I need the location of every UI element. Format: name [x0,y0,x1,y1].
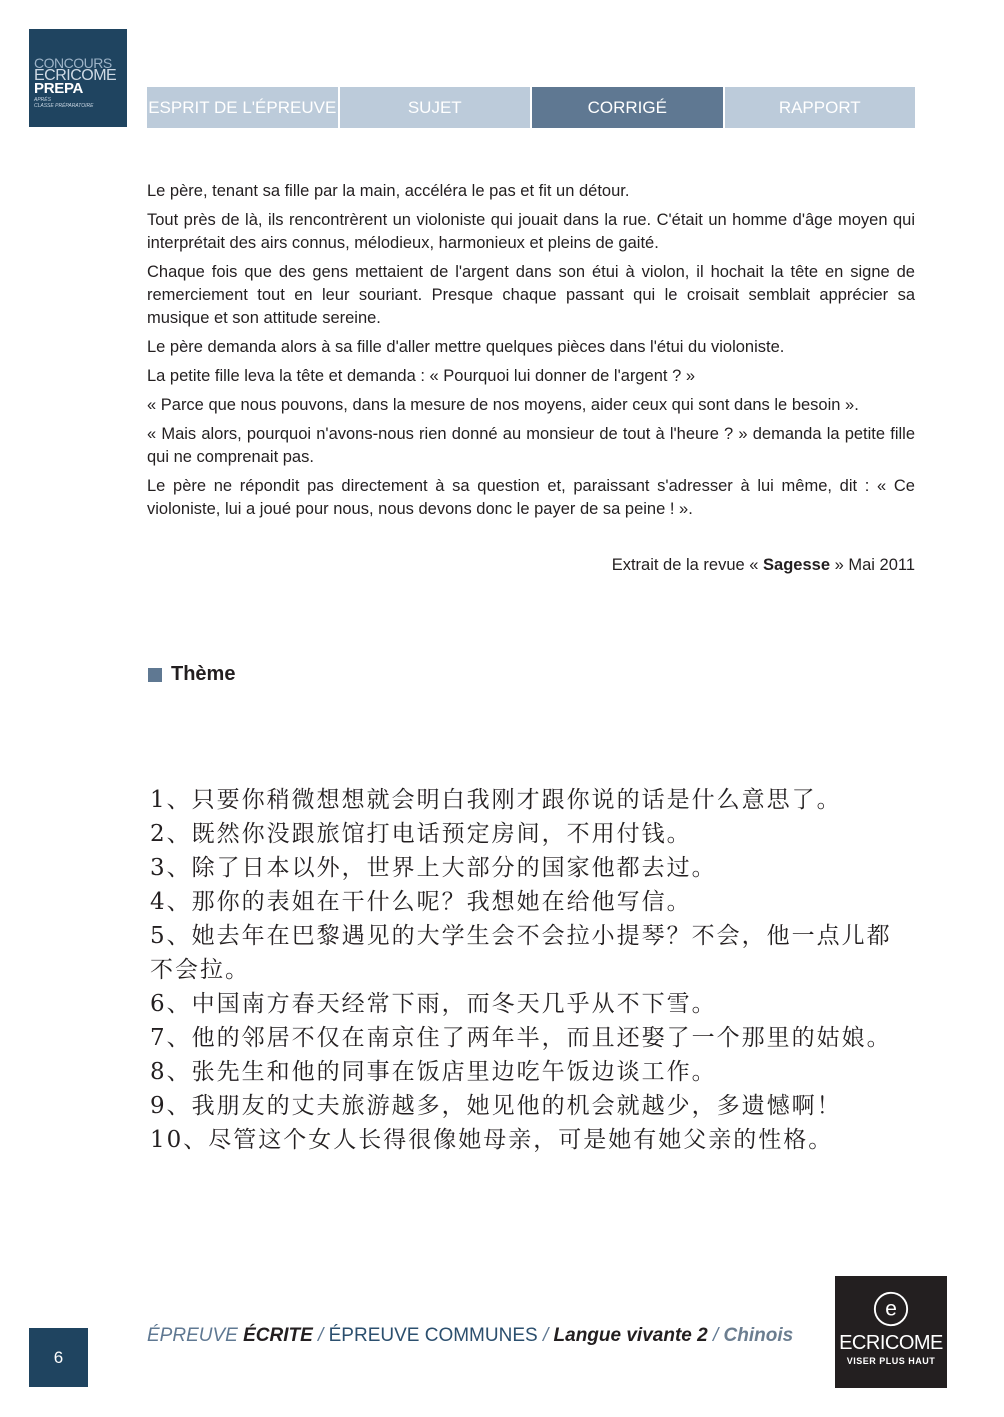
paragraph: Le père, tenant sa fille par la main, accéléra le pas et fit un détour. [147,182,630,200]
brand-tagline: VISER PLUS HAUT [846,1356,936,1366]
paragraph: Le père ne répondit pas directement à sa question et, paraissant s'adresser à lui même, dit : « Ce violoniste, lui a joué pour nous, nous devons donc le payer de sa peine ! ». [147,477,915,518]
chinese-line: 6、中国南方春天经常下雨，而冬天几乎从不下雪。 [150,991,717,1017]
tab-esprit[interactable]: ESPRIT DE L'ÉPREUVE [147,87,340,128]
chinese-line: 不会拉。 [150,957,250,983]
chinese-line: 10、尽管这个女人长得很像她母亲，可是她有她父亲的性格。 [150,1127,834,1153]
ecricome-brand-logo [835,1276,947,1388]
source-citation [147,554,915,577]
paragraph: Le père demanda alors à sa fille d'aller mettre quelques pièces dans l'étui du violoniste. [147,338,785,356]
logo-ecricome-text: ECRICOME [34,67,117,84]
logo-prepa-text: PREPA [34,80,84,97]
source-title: Sagesse [763,556,830,574]
chinese-line: 7、他的邻居不仅在南京住了两年半，而且还娶了一个那里的姑娘。 [150,1025,892,1051]
paragraph: Chaque fois que des gens mettaient de l'argent dans son étui à violon, il hochait la tête en signe de remerciement tout en leur souriant. Presque chaque passant qui le croisait semblait apprécier sa musique et son attitude sereine. [147,263,915,327]
footer-separator: / [537,1325,554,1346]
brand-name: ECRICOME [839,1332,943,1354]
paragraph: La petite fille leva la tête et demanda : « Pourquoi lui donner de l'argent ? » [147,367,696,385]
tab-rapport[interactable]: RAPPORT [725,87,916,128]
theme-sentences [150,783,920,1157]
footer-part: COMMUNES [424,1325,538,1346]
tab-sujet[interactable]: SUJET [340,87,533,128]
logo-concours-text: CONCOURS [34,55,112,71]
section-tabs [147,87,915,128]
footer-part: ÉPREUVE [147,1325,244,1346]
footer-part: ÉCRITE [243,1325,313,1346]
square-bullet-icon [148,668,162,682]
page-number: 6 [29,1328,88,1387]
footer-separator: / [707,1325,724,1346]
chinese-line: 4、那你的表姐在干什么呢？我想她在给他写信。 [150,889,692,915]
ecricome-e-icon [872,1290,910,1328]
logo-subtitle-line2: CLASSE PRÉPARATOIRE [34,103,94,109]
paragraph: « Mais alors, pourquoi n'avons-nous rien donné au monsieur de tout à l'heure ? » demanda la petite fille qui ne comprenait pas. [147,425,915,466]
tab-corrige[interactable]: CORRIGÉ [532,87,725,128]
svg-text:e: e [885,1297,897,1321]
footer-part: Chinois [723,1325,794,1346]
section-heading [148,663,235,686]
section-title: Thème [171,663,236,685]
chinese-line: 8、张先生和他的同事在饭店里边吃午饭边谈工作。 [150,1059,717,1085]
footer-separator: / [312,1325,329,1346]
chinese-line: 9、我朋友的丈夫旅游越多，她见他的机会就越少，多遗憾啊！ [150,1093,842,1119]
paragraph: Tout près de là, ils rencontrèrent un violoniste qui jouait dans la rue. C'était un homme d'âge moyen qui interprétait des airs connus, mélodieux, harmonieux et pleins de gaité. [147,211,915,252]
chinese-line: 3、除了日本以外，世界上大部分的国家他都去过。 [150,855,717,881]
chinese-line: 5、她去年在巴黎遇见的大学生会不会拉小提琴？不会，他一点儿都 [150,923,892,949]
chinese-line: 1、只要你稍微想想就会明白我刚才跟你说的话是什么意思了。 [150,787,842,813]
source-suffix: » Mai 2011 [830,556,915,574]
logo-subtitle [34,97,123,109]
chinese-line: 2、既然你没跟旅馆打电话预定房间，不用付钱。 [150,821,692,847]
story-text [147,180,915,527]
paragraph: « Parce que nous pouvons, dans la mesure de nos moyens, aider ceux qui sont dans le besoin ». [147,396,859,414]
concours-logo [29,29,127,127]
source-prefix: Extrait de la revue « [611,556,764,574]
footer-breadcrumb [147,1325,793,1347]
logo-subtitle-line1: APRÈS [34,97,51,103]
footer-part: Langue vivante 2 [553,1325,708,1346]
footer-part: ÉPREUVE [328,1325,425,1346]
